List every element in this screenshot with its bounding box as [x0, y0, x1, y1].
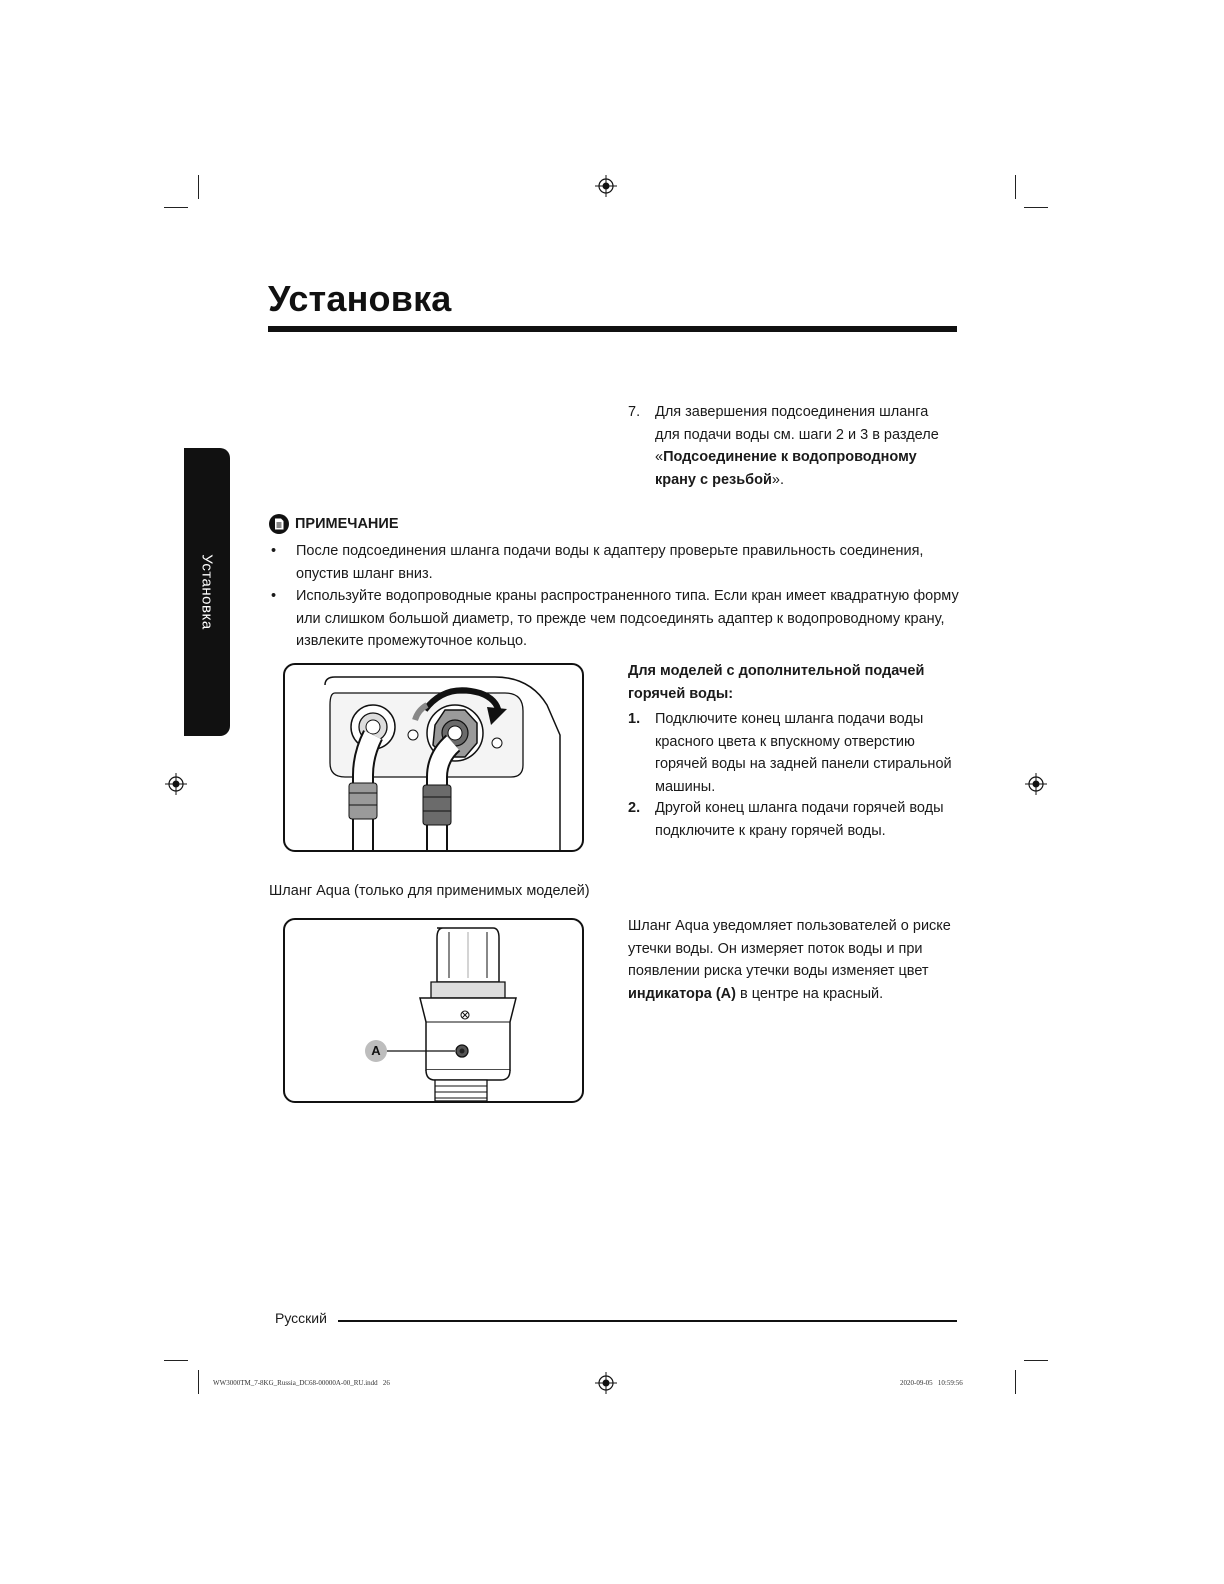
section-reference: Подсоединение к водопроводному крану с резьбой	[655, 449, 917, 488]
note-title: ПРИМЕЧАНИЕ	[295, 516, 399, 532]
hot-water-step-2	[628, 797, 968, 843]
registration-mark-icon	[1025, 773, 1047, 795]
crop-mark	[1015, 175, 1016, 199]
hose-connection-illustration	[283, 663, 584, 852]
note-item: • После подсоединения шланга подачи воды к адаптеру проверьте правильность соединения, опустив шланг вниз.	[269, 540, 959, 585]
callout-label: A	[371, 1043, 381, 1058]
crop-mark	[1024, 1360, 1048, 1361]
crop-mark	[198, 1370, 199, 1394]
title-rule	[268, 326, 957, 332]
step-7	[628, 401, 968, 497]
step-text: Подключите конец шланга подачи воды красного цвета к впускному отверстию горячей воды на задней панели стиральной машины.	[655, 711, 952, 795]
aqua-description: Шланг Aqua уведомляет пользователей о риске утечки воды. Он измеряет поток воды и при появлении риска утечки воды изменяет цвет индикатора (A) в центре на красный.	[628, 918, 951, 1002]
footer-rule	[338, 1320, 957, 1322]
note-icon	[269, 514, 289, 534]
print-slug-left: WW3000TM_7-8KG_Russia_DC68-00000A-00_RU.indd 26	[213, 1379, 390, 1387]
note-item: • Используйте водопроводные краны распространенного типа. Если кран имеет квадратную форму или слишком большой диаметр, то прежде чем подсоединять адаптер к водопроводному крану, извлеките промежуточное кольцо.	[269, 585, 959, 653]
note-heading	[269, 514, 399, 534]
step-number: 7.	[628, 404, 641, 420]
step-text: Для завершения подсоединения шланга для подачи воды см. шаги 2 и 3 в разделе «Подсоединение к водопроводному крану с резьбой».	[655, 404, 939, 488]
hot-water-step-1	[628, 708, 968, 798]
step-text: Другой конец шланга подачи горячей воды подключите к крану горячей воды.	[655, 800, 944, 839]
page-title: Установка	[268, 278, 452, 319]
crop-mark	[164, 1360, 188, 1361]
step-number: 2.	[628, 800, 641, 816]
registration-mark-icon	[165, 773, 187, 795]
footer-language: Русский	[275, 1310, 327, 1326]
note-list	[269, 540, 959, 653]
side-tab-label: Установка	[198, 554, 216, 630]
step-number: 1.	[628, 711, 641, 727]
side-tab	[184, 448, 230, 736]
aqua-heading: Шланг Aqua (только для применимых моделей)	[269, 883, 590, 899]
print-slug-right: 2020-09-05 10:59:56	[900, 1379, 963, 1387]
crop-mark	[198, 175, 199, 199]
aqua-hose-illustration	[283, 918, 584, 1103]
hot-water-heading: Для моделей с дополнительной подачей горячей воды:	[628, 663, 925, 702]
crop-mark	[1015, 1370, 1016, 1394]
crop-mark	[164, 207, 188, 208]
registration-mark-icon	[595, 1372, 617, 1394]
crop-mark	[1024, 207, 1048, 208]
indicator-reference: индикатора (A)	[628, 985, 736, 1002]
registration-mark-icon	[595, 175, 617, 197]
